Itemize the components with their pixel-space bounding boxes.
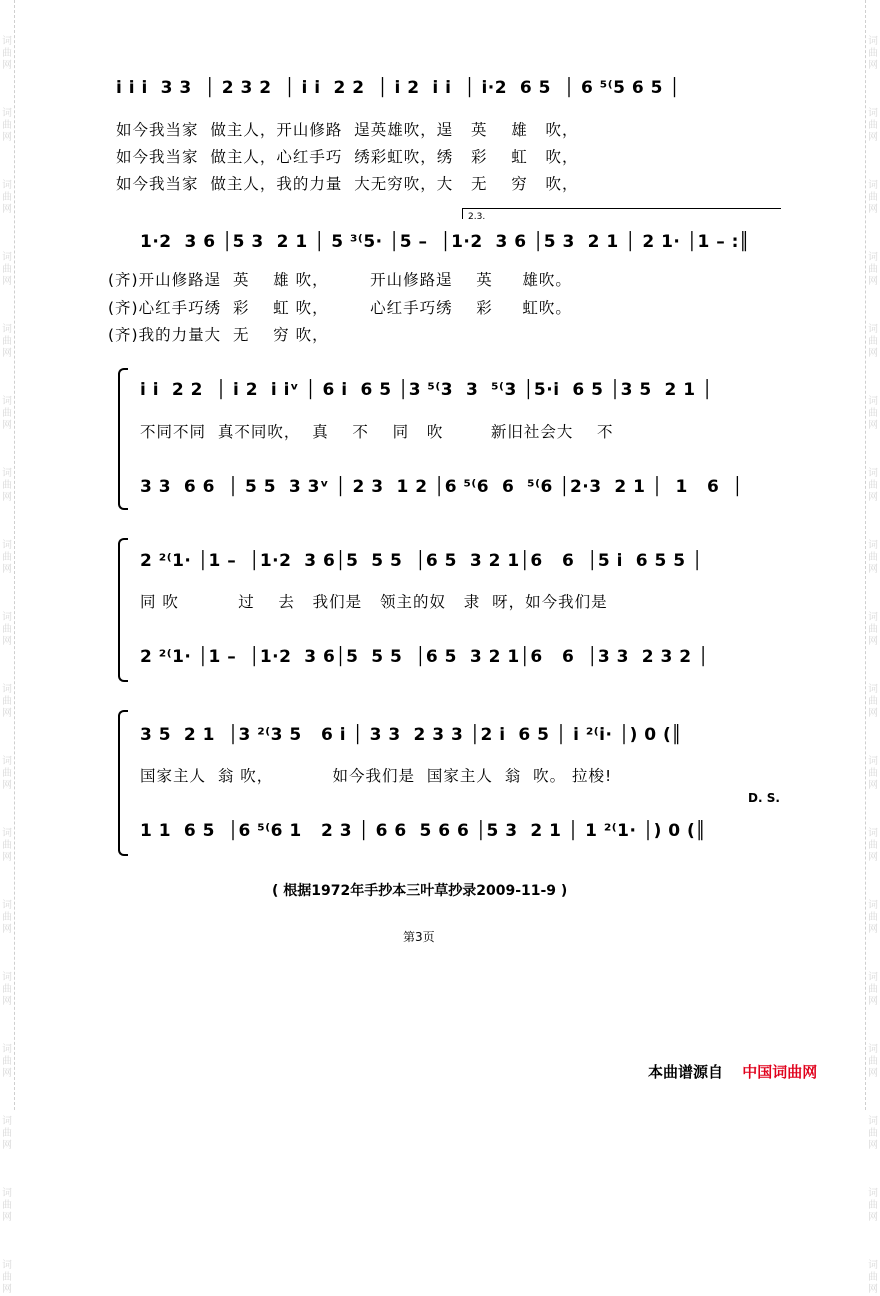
right-watermark-strip: 词曲网 词曲网 词曲网 词曲网 词曲网 词曲网 词曲网 词曲网 词曲网 词曲网 词曲网 词曲网 词曲网 词曲网 词曲网 词曲网 词曲网 词曲网 [865,0,880,1110]
line2-lyric-verse3: (齐)我的力量大 无 穷 吹， [108,326,329,344]
transcription-caption: ( 根据1972年手抄本三叶草抄录2009-11-9 ) [272,883,568,899]
page-number: 第3页 [403,930,435,944]
line1-lyric-verse3: 如今我当家 做主人，我的力量 大无穷吹，大 无 穷 吹， [116,175,579,193]
line1-lyric-verse1: 如今我当家 做主人，开山修路 逞英雄吹，逞 英 雄 吹， [116,121,579,139]
line2-lyric-verse1: (齐)开山修路逞 英 雄 吹， 开山修路逞 英 雄吹。 [108,271,572,289]
system2-lower-notes: 2 ²⁽1· │1 – │1·2 3 6│5 5 5 │6 5 3 2 1│6 6 │3 3 2 3 2 │ [140,647,709,667]
volta-label: 2.3. [468,212,486,222]
system1-upper-notes: i̇ i̇ 2 2 │ i̇ 2 i̇ i̇ᵛ │ 6 i̇ 6 5 │3 ⁵⁽3 3 ⁵⁽3 │5·i̇ 6 5 │3 5 2 1 │ [140,380,713,400]
line1-lyric-verse2: 如今我当家 做主人，心红手巧 绣彩虹吹，绣 彩 虹 吹， [116,148,579,166]
system2-upper-lyrics: 同 吹 过 去 我们是 领主的奴 隶 呀，如今我们是 [140,593,608,611]
system1-brace [118,368,128,510]
volta-bracket [462,208,781,219]
left-watermark-strip: 词曲网 词曲网 词曲网 词曲网 词曲网 词曲网 词曲网 词曲网 词曲网 词曲网 词曲网 词曲网 词曲网 词曲网 词曲网 词曲网 词曲网 词曲网 [0,0,15,1110]
system2-upper-notes: 2 ²⁽1· │1 – │1·2 3 6│5 5 5 │6 5 3 2 1│6 6 │5 i̇ 6 5 5 │ [140,551,703,571]
system1-upper-lyrics: 不同不同 真不同吹， 真 不 同 吹 新旧社会大 不 [140,423,614,441]
system3-upper-lyrics: 国家主人 翁 吹， 如今我们是 国家主人 翁 吹。 拉梭! [140,767,613,785]
source-brand-link[interactable]: 中国词曲网 [742,1063,818,1081]
source-prefix: 本曲谱源自 [648,1063,724,1081]
line2-lyric-verse2: (齐)心红手巧绣 彩 虹 吹， 心红手巧绣 彩 虹吹。 [108,299,572,317]
line1-notes: i̇ i̇ i̇ 3 3 │ 2 3 2 │ i̇ i̇ 2 2 │ i̇ 2 i̇ i̇ │ i̇·2 6 5 │ 6 ⁵⁽5 6 5 │ [116,78,681,98]
source-credit [648,1061,817,1082]
system3-upper-notes: 3 5 2 1 │3 ²⁽3 5 6 i̇ │ 3 3 2 3 3 │2 i̇ 6 5 │ i̇ ²⁽i̇· │) 0 (║ [140,725,683,745]
system3-lower-notes: 1 1 6 5 │6 ⁵⁽6 1 2 3 │ 6 6 5 6 6 │5 3 2 1 │ 1 ²⁽1· │) 0 (║ [140,821,707,841]
system2-brace [118,538,128,682]
ds-marking: D. S. [748,791,780,805]
system3-brace [118,710,128,856]
line2-notes: 1·2 3 6 │5 3 2 1 │ 5 ³⁽5· │5 – │1·2 3 6 │5 3 2 1 │ 2 1· │1 – :║ [140,232,750,252]
system1-lower-notes: 3 3 6 6 │ 5 5 3 3ᵛ │ 2 3 1 2 │6 ⁵⁽6 6 ⁵⁽6 │2·3 2 1 │ 1 6 │ [140,477,743,497]
